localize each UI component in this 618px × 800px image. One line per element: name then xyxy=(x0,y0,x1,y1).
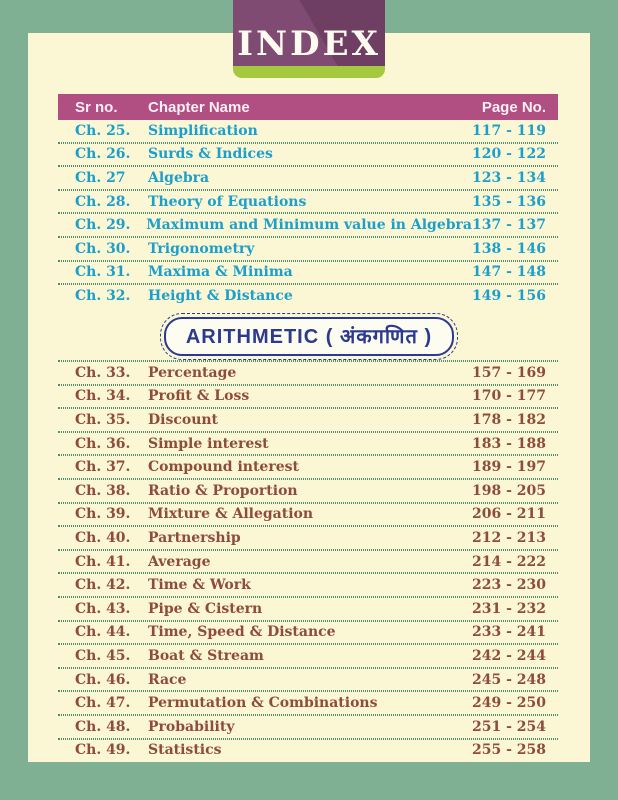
table-row xyxy=(58,692,558,714)
row-chapter-number: Ch. 28. xyxy=(75,193,131,210)
index-title-badge xyxy=(233,0,385,78)
row-page-range: 249 - 250 xyxy=(471,695,546,712)
row-page-range: 137 - 137 xyxy=(471,217,546,234)
row-chapter-name: Ratio & Proportion xyxy=(148,482,298,499)
row-page-range: 206 - 211 xyxy=(471,506,546,523)
table-row xyxy=(58,262,558,284)
index-title-purple-panel xyxy=(233,0,385,66)
row-chapter-name: Surds & Indices xyxy=(148,146,273,163)
row-chapter-number: Ch. 32. xyxy=(75,287,131,304)
arithmetic-chapter-list xyxy=(58,360,558,761)
table-row xyxy=(58,144,558,166)
table-row xyxy=(58,551,558,573)
algebra-chapter-list xyxy=(58,120,558,307)
row-page-range: 117 - 119 xyxy=(471,122,546,139)
row-page-range: 198 - 205 xyxy=(471,482,546,499)
row-page-range: 231 - 232 xyxy=(471,600,546,617)
row-chapter-number: Ch. 30. xyxy=(75,240,131,257)
table-row xyxy=(58,504,558,526)
section-heading-wrap xyxy=(28,313,590,360)
row-page-range: 123 - 134 xyxy=(471,169,546,186)
row-page-range: 120 - 122 xyxy=(471,146,546,163)
row-chapter-number: Ch. 34. xyxy=(75,388,131,405)
row-page-range: 251 - 254 xyxy=(471,718,546,735)
row-page-range: 183 - 188 xyxy=(471,435,546,452)
page-title: INDEX xyxy=(237,24,381,64)
column-header-chapter: Chapter Name xyxy=(148,98,250,116)
row-chapter-name: Average xyxy=(148,553,211,570)
row-chapter-name: Time, Speed & Distance xyxy=(148,624,336,641)
row-chapter-number: Ch. 42. xyxy=(75,577,131,594)
row-chapter-name: Time & Work xyxy=(148,577,251,594)
row-chapter-name: Maxima & Minima xyxy=(148,264,293,281)
row-chapter-number: Ch. 40. xyxy=(75,529,131,546)
row-chapter-number: Ch. 44. xyxy=(75,624,131,641)
row-chapter-name: Simplification xyxy=(148,122,258,139)
row-chapter-name: Maximum and Minimum value in Algebra xyxy=(146,217,472,234)
row-chapter-number: Ch. 37. xyxy=(75,459,131,476)
row-chapter-name: Pipe & Cistern xyxy=(148,600,263,617)
table-header-bar xyxy=(58,94,558,120)
table-row xyxy=(58,362,558,384)
row-chapter-number: Ch. 38. xyxy=(75,482,131,499)
row-page-range: 157 - 169 xyxy=(471,364,546,381)
section-heading-arithmetic: ARITHMETIC ( अंकगणित ) xyxy=(164,317,454,356)
row-chapter-name: Partnership xyxy=(148,529,241,546)
row-page-range: 214 - 222 xyxy=(471,553,546,570)
row-chapter-name: Boat & Stream xyxy=(148,647,264,664)
row-chapter-number: Ch. 25. xyxy=(75,122,131,139)
table-row xyxy=(58,480,558,502)
row-chapter-name: Algebra xyxy=(148,169,210,186)
row-chapter-name: Simple interest xyxy=(148,435,269,452)
row-chapter-number: Ch. 35. xyxy=(75,411,131,428)
section-heading-dashed-outline xyxy=(160,313,458,360)
row-page-range: 170 - 177 xyxy=(471,388,546,405)
table-row xyxy=(58,669,558,691)
row-page-range: 189 - 197 xyxy=(471,459,546,476)
row-page-range: 138 - 146 xyxy=(471,240,546,257)
row-chapter-number: Ch. 26. xyxy=(75,146,131,163)
row-chapter-name: Height & Distance xyxy=(148,287,293,304)
row-chapter-number: Ch. 49. xyxy=(75,742,131,759)
table-row xyxy=(58,456,558,478)
row-chapter-number: Ch. 43. xyxy=(75,600,131,617)
table-row xyxy=(58,622,558,644)
row-page-range: 223 - 230 xyxy=(471,577,546,594)
row-page-range: 149 - 156 xyxy=(471,287,546,304)
row-chapter-number: Ch. 47. xyxy=(75,695,131,712)
index-title-lime-strip xyxy=(233,66,385,78)
row-page-range: 135 - 136 xyxy=(471,193,546,210)
row-chapter-name: Discount xyxy=(148,411,219,428)
row-chapter-name: Permutation & Combinations xyxy=(148,695,378,712)
row-chapter-name: Mixture & Allegation xyxy=(148,506,314,523)
table-row xyxy=(58,386,558,408)
row-chapter-number: Ch. 33. xyxy=(75,364,131,381)
row-chapter-number: Ch. 39. xyxy=(75,506,131,523)
row-chapter-name: Race xyxy=(148,671,187,688)
column-header-pages: Page No. xyxy=(481,98,546,116)
row-chapter-number: Ch. 45. xyxy=(75,647,131,664)
table-row xyxy=(58,716,558,738)
row-chapter-name: Theory of Equations xyxy=(148,193,307,210)
row-page-range: 212 - 213 xyxy=(471,529,546,546)
table-row xyxy=(58,527,558,549)
row-page-range: 147 - 148 xyxy=(471,264,546,281)
row-chapter-name: Profit & Loss xyxy=(148,388,250,405)
table-row xyxy=(58,167,558,189)
row-chapter-name: Probability xyxy=(148,718,235,735)
table-row xyxy=(58,740,558,762)
page-background xyxy=(28,33,590,762)
table-row xyxy=(58,191,558,213)
table-row xyxy=(58,214,558,236)
row-page-range: 233 - 241 xyxy=(471,624,546,641)
row-chapter-name: Statistics xyxy=(148,742,222,759)
row-chapter-number: Ch. 48. xyxy=(75,718,131,735)
row-chapter-number: Ch. 36. xyxy=(75,435,131,452)
table-row xyxy=(58,238,558,260)
row-page-range: 245 - 248 xyxy=(471,671,546,688)
table-row xyxy=(58,598,558,620)
table-row xyxy=(58,120,558,142)
row-chapter-name: Trigonometry xyxy=(148,240,255,257)
row-chapter-number: Ch. 46. xyxy=(75,671,131,688)
row-chapter-number: Ch. 41. xyxy=(75,553,131,570)
row-page-range: 178 - 182 xyxy=(471,411,546,428)
table-row xyxy=(58,574,558,596)
row-chapter-number: Ch. 27 xyxy=(75,169,126,186)
column-header-sr: Sr no. xyxy=(75,98,118,116)
row-chapter-name: Percentage xyxy=(148,364,237,381)
row-chapter-number: Ch. 29. xyxy=(75,217,131,234)
row-page-range: 242 - 244 xyxy=(471,647,546,664)
row-chapter-name: Compound interest xyxy=(148,459,299,476)
table-row xyxy=(58,645,558,667)
table-row xyxy=(58,285,558,307)
table-row xyxy=(58,433,558,455)
row-chapter-number: Ch. 31. xyxy=(75,264,131,281)
table-row xyxy=(58,409,558,431)
row-page-range: 255 - 258 xyxy=(471,742,546,759)
